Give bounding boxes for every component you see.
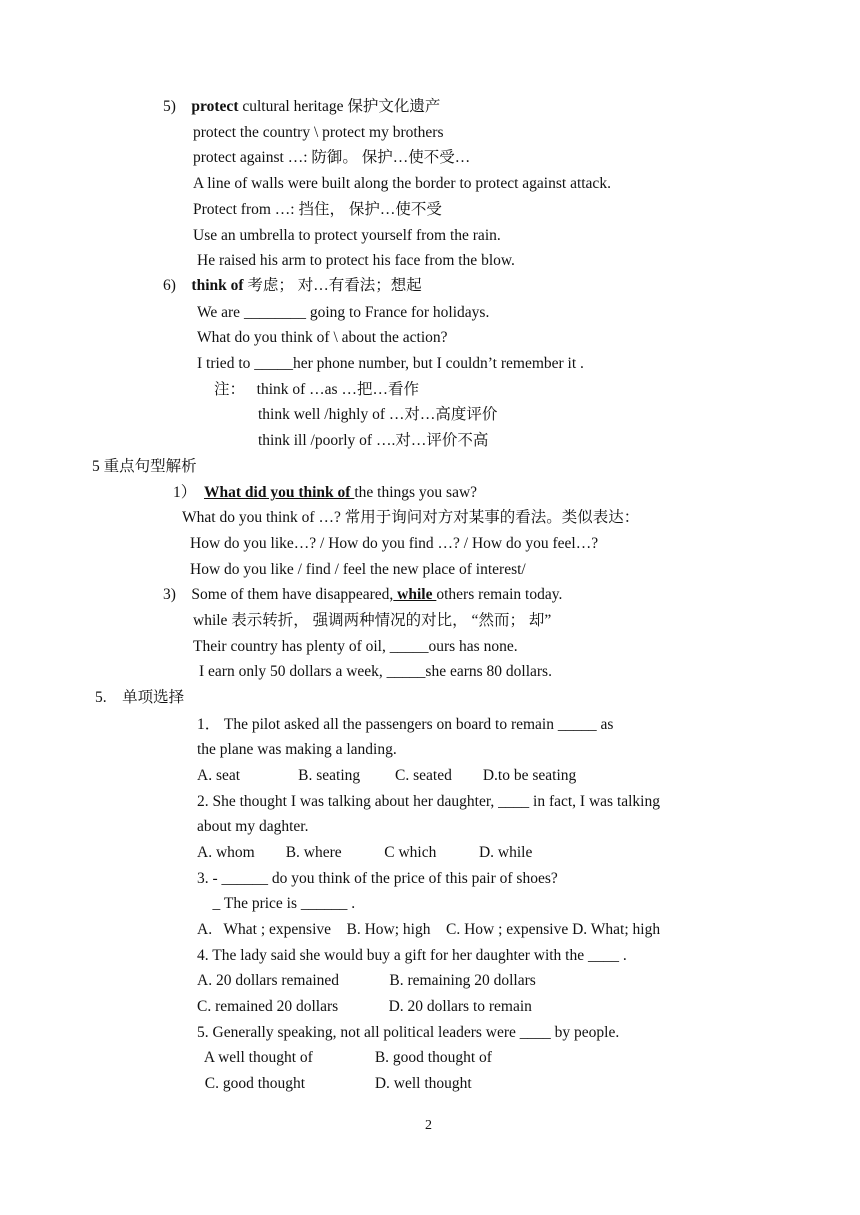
pattern3-post: others remain today. (436, 586, 563, 603)
section-title: 5 重点句型解析 (92, 458, 197, 475)
pattern1-num: 1） (173, 484, 197, 501)
quiz-options: C. remained 20 dollars D. 20 dollars to remain (197, 998, 532, 1015)
note-text: think ill /poorly of ….对…评价不高 (258, 432, 489, 449)
item6-heading (163, 276, 422, 296)
quiz-line: about my daghter. (197, 818, 309, 835)
quiz-options: A. seat B. seating C. seated D.to be seating (197, 767, 577, 784)
page-number: 2 (425, 1118, 432, 1133)
quiz-line: _ The price is ______ . (197, 895, 356, 912)
item5-line: A line of walls were built along the border to protect against attack. (193, 175, 611, 192)
item6-line: We are ________ going to France for holidays. (197, 304, 490, 321)
quiz-line: the plane was making a landing. (197, 741, 397, 758)
item5-line: Use an umbrella to protect yourself from the rain. (193, 227, 501, 244)
pattern3-key: while (393, 586, 437, 603)
item6-line: I tried to _____her phone number, but I couldn’t remember it . (197, 355, 584, 372)
pattern3-line: while 表示转折， 强调两种情况的对比， “然而； 却” (193, 612, 552, 629)
quiz-options: C. good thought D. well thought (197, 1075, 472, 1092)
quiz-title-text: 单项选择 (122, 689, 185, 706)
item5-line: Protect from …: 挡住， 保护…使不受 (193, 201, 442, 218)
quiz-line: 3. - ______ do you think of the price of this pair of shoes? (197, 870, 558, 887)
item5-keyword: protect (191, 98, 239, 115)
item5-line: protect the country \ protect my brothers (193, 124, 444, 141)
quiz-line: 2. She thought I was talking about her daughter, ____ in fact, I was talking (197, 793, 660, 810)
item6-note-row (214, 380, 419, 400)
pattern3-heading (163, 585, 562, 605)
item6-keyword: think of (191, 277, 244, 294)
pattern1-line: What do you think of …? 常用于询问对方对某事的看法。类似表达： (182, 509, 640, 526)
pattern3-line: I earn only 50 dollars a week, _____she earns 80 dollars. (199, 663, 552, 680)
item5-line: protect against …: 防御。 保护…使不受… (193, 149, 471, 166)
pattern1-key: What did you think of (204, 484, 355, 501)
pattern3-num: 3) (163, 586, 176, 603)
note-text: think well /highly of …对…高度评价 (258, 406, 498, 423)
item6-meaning: 考虑； 对…有看法；想起 (243, 277, 422, 294)
quiz-line: 4. The lady said she would buy a gift for her daughter with the ____ . (197, 947, 627, 964)
item5-num: 5) (163, 98, 176, 115)
quiz-options: A. 20 dollars remained B. remaining 20 dollars (197, 972, 536, 989)
quiz-line: 1． The pilot asked all the passengers on board to remain _____ as (197, 716, 614, 733)
pattern3-line: Their country has plenty of oil, _____ours has none. (193, 638, 518, 655)
item6-line: What do you think of \ about the action? (197, 329, 448, 346)
item6-num: 6) (163, 277, 176, 294)
quiz-num: 5. (95, 689, 107, 706)
note-label: 注： (214, 381, 246, 398)
pattern1-heading (173, 483, 477, 503)
note-text: think of …as …把…看作 (256, 381, 419, 398)
quiz-options: A well thought of B. good thought of (197, 1049, 492, 1066)
pattern3-pre: Some of them have disappeared, (191, 586, 394, 603)
item5-meaning: cultural heritage 保护文化遗产 (238, 98, 441, 115)
item5-line: He raised his arm to protect his face from the blow. (197, 252, 515, 269)
quiz-title (95, 688, 184, 708)
pattern1-line: How do you like / find / feel the new place of interest/ (190, 561, 526, 578)
quiz-options: A. What ; expensive B. How; high C. How ; expensive D. What; high (197, 921, 661, 938)
quiz-options: A. whom B. where C which D. while (197, 844, 533, 861)
pattern1-rest: the things you saw? (354, 484, 478, 501)
quiz-line: 5. Generally speaking, not all political leaders were ____ by people. (197, 1024, 620, 1041)
item5-heading (163, 97, 440, 117)
pattern1-line: How do you like…? / How do you find …? / How do you feel…? (190, 535, 599, 552)
